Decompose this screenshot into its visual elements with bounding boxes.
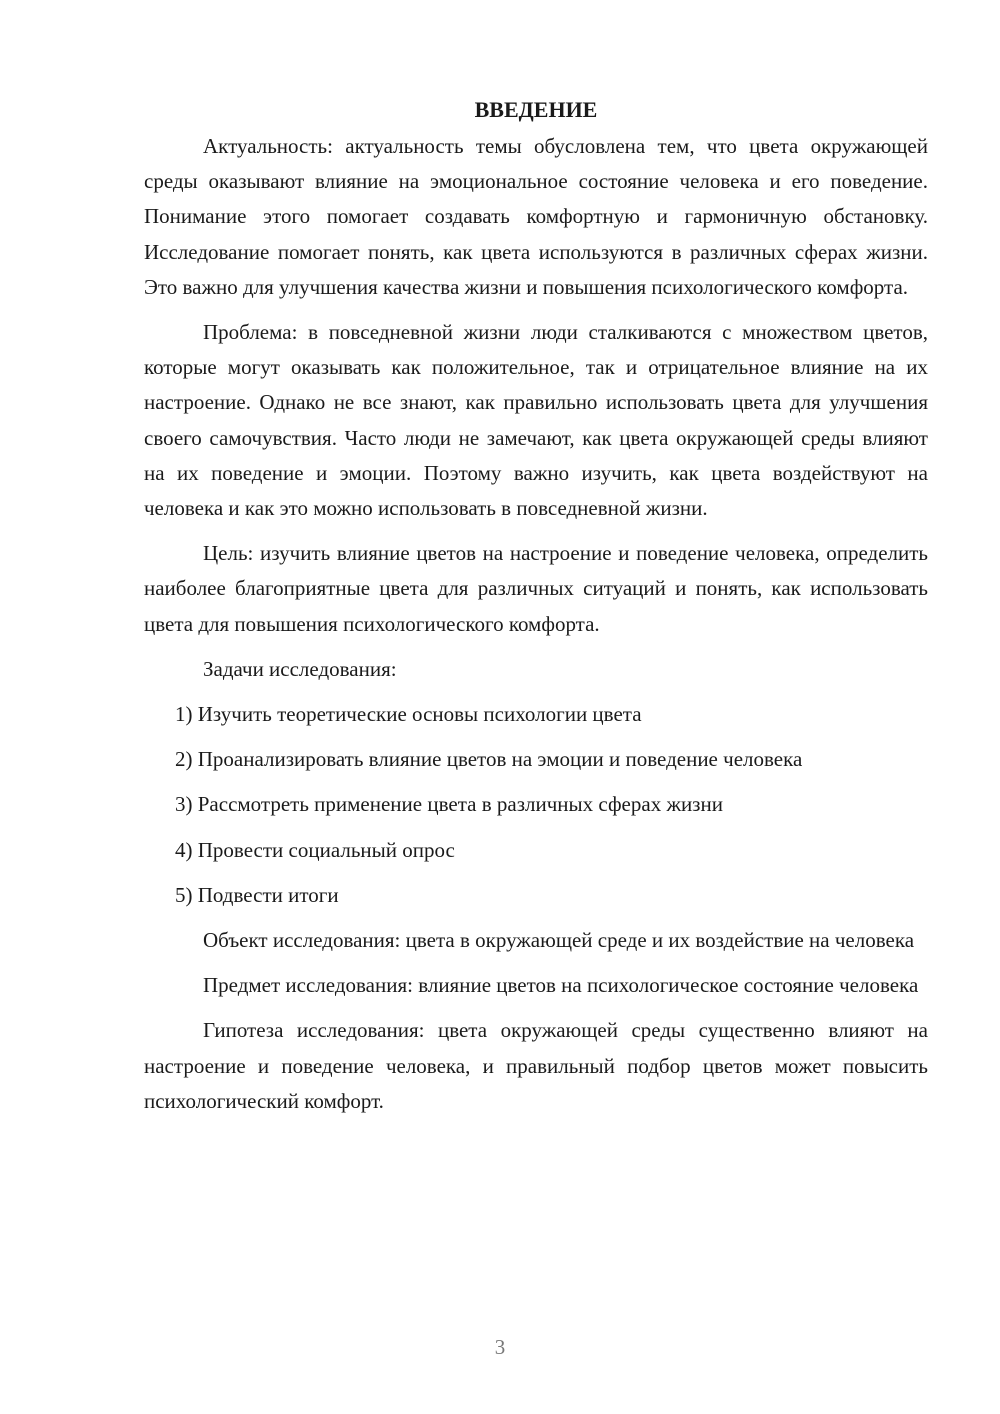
list-item: 4) Провести социальный опрос [175,837,455,862]
list-item: 5) Подвести итоги [175,882,339,907]
section-title: ВВЕДЕНИЕ [474,97,598,122]
task-list [144,697,928,913]
relevance-paragraph: Актуальность: актуальность темы обусловлена тем, что цвета окружающей среды оказывают влияние на эмоциональное состояние человека и его поведение. Понимание этого помогает создавать комфортную и гармоничную обстановку. Исследование помогает понять, как цвета используются в различных сферах жизни. Это важно для улучшения качества жизни и повышения психологического комфорта. [144,134,928,299]
document-page [144,92,928,1129]
subject-paragraph: Предмет исследования: влияние цветов на психологическое состояние человека [203,973,919,998]
goal-paragraph: Цель: изучить влияние цветов на настроение и поведение человека, определить наиболее благоприятные цвета для различных ситуаций и понять, как использовать цвета для повышения психологического комфорта. [144,541,928,636]
problem-paragraph: Проблема: в повседневной жизни люди сталкиваются с множеством цветов, которые могут оказывать как положительное, так и отрицательное влияние на их настроение. Однако не все знают, как правильно использовать цвета для улучшения своего самочувствия. Часто люди не замечают, как цвета окружающей среды влияют на их поведение и эмоции. Поэтому важно изучить, как цвета воздействуют на человека и как это можно использовать в повседневной жизни. [144,320,928,521]
page-number: 3 [494,1335,506,1359]
list-item: 3) Рассмотреть применение цвета в различных сферах жизни [175,792,723,817]
hypothesis-paragraph: Гипотеза исследования: цвета окружающей среды существенно влияют на настроение и поведение человека, и правильный подбор цветов может повысить психологический комфорт. [144,1018,928,1113]
list-item: 2) Проанализировать влияние цветов на эмоции и поведение человека [175,747,803,772]
list-item: 1) Изучить теоретические основы психологии цвета [175,702,642,727]
object-paragraph: Объект исследования: цвета в окружающей среде и их воздействие на человека [203,928,915,953]
tasks-heading: Задачи исследования: [203,656,397,681]
